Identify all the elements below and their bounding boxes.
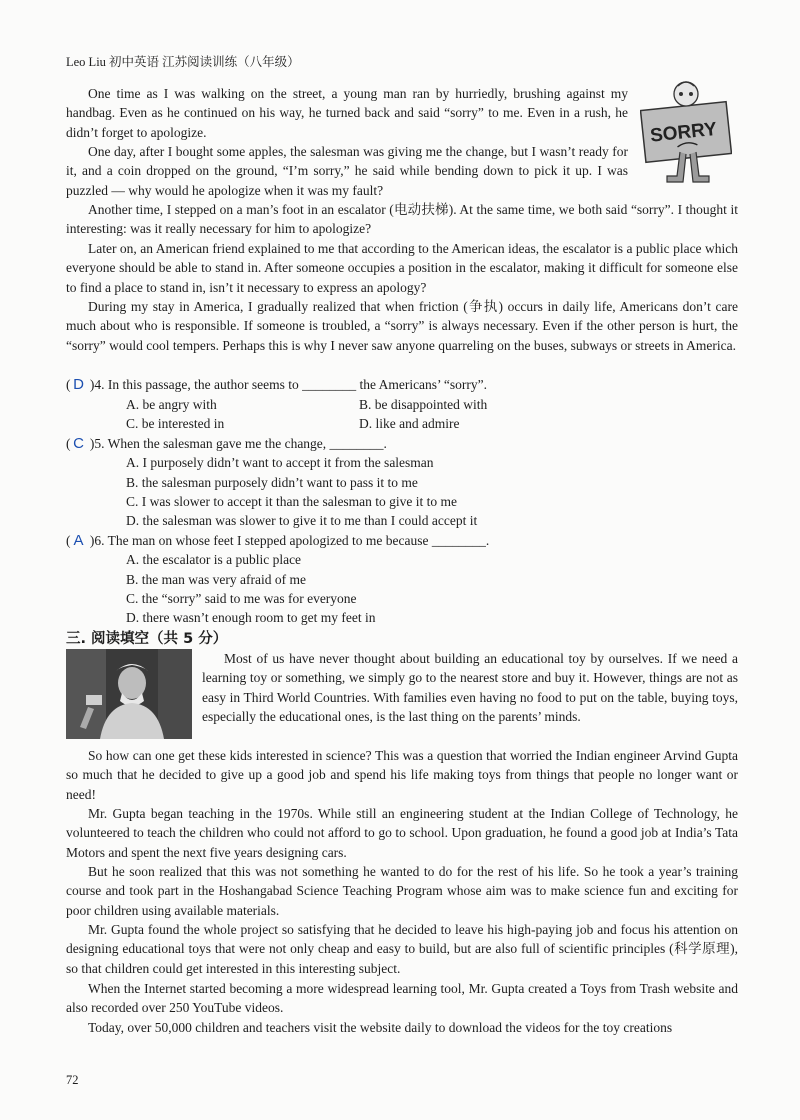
q4-option-d: D. like and admire bbox=[359, 416, 460, 431]
question-5: ( C )5. When the salesman gave me the change, ________. bbox=[66, 435, 387, 452]
question-4: ( D )4. In this passage, the author seems to ________ the Americans’ “sorry”. bbox=[66, 376, 488, 393]
q5-option-d: D. the salesman was slower to give it to me than I could accept it bbox=[126, 513, 478, 528]
q4-option-c: C. be interested in bbox=[126, 416, 225, 431]
passage1-para-1: One time as I was walking on the street, a young man ran by hurriedly, brushing against my handbag. Even as he continued on his way, he turned back and said “sorry” to me. Even in a rush, he didn’t forget to apologize. bbox=[66, 86, 628, 140]
passage2-para-3: Mr. Gupta began teaching in the 1970s. While still an engineering student at the Indian College of Technology, he volunteered to teach the children who could not afford to go to school. Upon graduation, he found a good job at India’s Tata Motors and spent the next five years designing cars. bbox=[66, 806, 738, 860]
gupta-photo bbox=[66, 649, 192, 739]
passage2-para-4: But he soon realized that this was not something he wanted to do for the rest of his life. So he took a year’s training course and took part in the Hoshangabad Science Teaching Program whose aim was to make science fun and exciting for poor children using available materials. bbox=[66, 864, 738, 918]
passage2-para-1: Most of us have never thought about building an educational toy by ourselves. If we need a learning toy or something, we simply go to the nearest store and buy it. However, things are not as easy in Third World Countries. With families even having no food to put on the table, buying toys, especially the educational ones, is the last thing on the parents’ minds. bbox=[202, 651, 738, 725]
passage2-para-7: Today, over 50,000 children and teachers visit the website daily to download the videos for the toy creations bbox=[88, 1020, 673, 1035]
question-4-stem: In this passage, the author seems to ________ the Americans’ “sorry”. bbox=[107, 377, 488, 392]
answer-6: A bbox=[73, 532, 84, 549]
question-5-stem: When the salesman gave me the change, ________. bbox=[107, 436, 387, 451]
q6-option-d: D. there wasn’t enough room to get my feet in bbox=[126, 610, 376, 625]
question-6-stem: The man on whose feet I stepped apologized to me because ________. bbox=[107, 533, 490, 548]
q4-option-a: A. be angry with bbox=[126, 397, 217, 412]
page-number: 72 bbox=[66, 1073, 79, 1087]
passage1-para-3: Another time, I stepped on a man’s foot in an escalator (电动扶梯). At the same time, we both said “sorry”. I thought it interesting: was it really necessary for him to apologize? bbox=[66, 202, 738, 237]
passage2-para-2: So how can one get these kids interested in science? This was a question that worried the Indian engineer Arvind Gupta so much that he decided to give up a good job and spend his life making toys from things that people no longer want or need! bbox=[66, 748, 738, 802]
section-title: 三. 阅读填空（共 5 分） bbox=[66, 631, 228, 647]
passage1-para-2: One day, after I bought some apples, the salesman was giving me the change, but I wasn’t ready for it, and a coin dropped on the ground, “I’m sorry,” he said while bending down to pick it up. I was puzzled — why would he apologize when it was my fault? bbox=[66, 144, 628, 198]
question-6: ( A )6. The man on whose feet I stepped apologized to me because ________. bbox=[66, 532, 490, 549]
question-4-number: )4. bbox=[89, 377, 105, 392]
page-header: Leo Liu 初中英语 江苏阅读训练（八年级） bbox=[66, 55, 300, 69]
passage2-para-6: When the Internet started becoming a more widespread learning tool, Mr. Gupta created a Toys from Trash website and also recorded over 250 YouTube videos. bbox=[66, 981, 738, 1016]
q6-option-c: C. the “sorry” said to me was for everyone bbox=[126, 591, 357, 606]
question-5-number: )5. bbox=[89, 436, 105, 451]
q4-option-b: B. be disappointed with bbox=[359, 397, 488, 412]
q5-option-a: A. I purposely didn’t want to accept it from the salesman bbox=[126, 455, 434, 470]
passage1-para-4: Later on, an American friend explained to me that according to the American ideas, the escalator is a public place which everyone should be able to stand in. After someone occupies a position in the escalator, making it difficult for someone else to find a place to stand in, isn’t it necessary to express an apology? bbox=[66, 241, 738, 295]
sorry-sign-illustration bbox=[640, 80, 732, 196]
passage2-para-5: Mr. Gupta found the whole project so satisfying that he decided to leave his high-paying job and focus his attention on designing educational toys that were not only cheap and easy to build, but are also full of scientific principles (科学原理), so that children could get interested in this interesting subject. bbox=[66, 922, 738, 976]
passage1-para-5: During my stay in America, I gradually realized that when friction (争执) occurs in daily life, Americans don’t care much about who is responsible. If someone is troubled, a “sorry” is always necessary. Even if the other person is hurt, the “sorry” would cool tempers. Perhaps this is why I never saw anyone quarreling on the buses, subways or streets in America. bbox=[66, 299, 738, 353]
answer-4: D bbox=[73, 376, 84, 393]
q6-option-b: B. the man was very afraid of me bbox=[126, 572, 306, 587]
q6-option-a: A. the escalator is a public place bbox=[126, 552, 302, 567]
answer-5: C bbox=[73, 435, 84, 452]
q5-option-b: B. the salesman purposely didn’t want to pass it to me bbox=[126, 475, 418, 490]
sorry-sign-text: SORRY bbox=[649, 118, 718, 147]
question-6-number: )6. bbox=[89, 533, 105, 548]
q5-option-c: C. I was slower to accept it than the salesman to give it to me bbox=[126, 494, 458, 509]
